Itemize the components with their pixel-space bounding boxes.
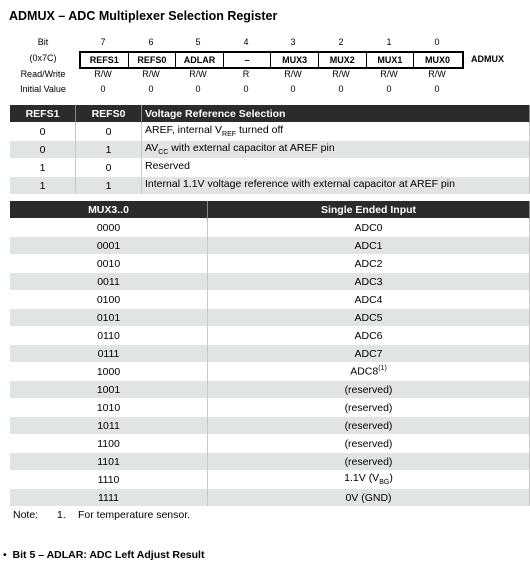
- table-row: [10, 123, 530, 141]
- addr-label: (0x7C): [29, 53, 57, 63]
- input-text: ADC2: [354, 257, 383, 270]
- initial-value: 0: [148, 84, 154, 94]
- mux-code-cell: 1101: [10, 453, 208, 471]
- input-text: ADC4: [354, 293, 383, 306]
- input-cell: [208, 489, 530, 507]
- table-row: [10, 363, 530, 381]
- table-row: [10, 309, 530, 327]
- voltage-reference-cell: [142, 141, 530, 159]
- refs0-cell: 1: [76, 177, 142, 195]
- page-title: ADMUX – ADC Multiplexer Selection Register: [9, 9, 278, 23]
- table-row: [10, 345, 530, 363]
- input-text: ADC5: [354, 311, 383, 324]
- refs0-cell: 1: [76, 141, 142, 159]
- desc-text: Reserved: [145, 160, 190, 173]
- header-single-ended-input: Single Ended Input: [208, 201, 530, 219]
- mux-code-cell: 0110: [10, 327, 208, 345]
- input-cell: [208, 381, 530, 399]
- refs1-cell: 1: [10, 159, 76, 177]
- rw-value: R/W: [94, 69, 112, 79]
- table-row: [10, 327, 530, 345]
- rw-value: R/W: [380, 69, 398, 79]
- table-row: [10, 381, 530, 399]
- register-field: REFS0: [129, 53, 177, 67]
- table-row: [10, 489, 530, 507]
- desc-text: Internal 1.1V voltage reference with external capacitor at AREF pin: [145, 178, 455, 191]
- mux-code-cell: 0111: [10, 345, 208, 363]
- mux-code-cell: 0000: [10, 219, 208, 237]
- input-cell: [208, 363, 530, 381]
- note-label: Note:: [13, 509, 39, 521]
- desc-subscript: CC: [158, 149, 169, 157]
- rw-value: R: [242, 69, 250, 79]
- desc-text: AREF, internal V: [145, 124, 223, 137]
- input-cell: [208, 291, 530, 309]
- input-text: (reserved): [344, 401, 393, 414]
- section-bullet: [3, 549, 204, 561]
- input-text: ADC8: [350, 365, 379, 378]
- mux-code-cell: 1011: [10, 417, 208, 435]
- table-row: [10, 291, 530, 309]
- mux-selection-table: [10, 201, 530, 506]
- input-cell: [208, 471, 530, 489]
- input-cell: [208, 345, 530, 363]
- register-fields-box: [79, 51, 464, 69]
- input-text: ADC6: [354, 329, 383, 342]
- mux-code-cell: 1100: [10, 435, 208, 453]
- rw-value: R/W: [142, 69, 160, 79]
- initial-value: 0: [290, 84, 296, 94]
- bit-number: 5: [195, 37, 201, 47]
- input-text: ADC1: [354, 239, 383, 252]
- input-text: (reserved): [344, 383, 393, 396]
- table-row: [10, 399, 530, 417]
- rw-value: R/W: [332, 69, 350, 79]
- bit-number: 1: [386, 37, 392, 47]
- bit-number: 2: [338, 37, 344, 47]
- header-mux: MUX3..0: [10, 201, 208, 219]
- input-text: (reserved): [344, 437, 393, 450]
- voltage-reference-table: [10, 105, 530, 194]
- input-text: ADC7: [354, 347, 383, 360]
- footnote: [13, 509, 190, 521]
- input-cell: [208, 255, 530, 273]
- header-refs0: REFS0: [76, 105, 142, 123]
- input-text-suffix: ): [389, 472, 393, 485]
- header-refs1: REFS1: [10, 105, 76, 123]
- register-field: MUX0: [424, 55, 450, 65]
- mux-code-cell: 1111: [10, 489, 208, 507]
- initial-value: 0: [100, 84, 106, 94]
- mux-code-cell: 0011: [10, 273, 208, 291]
- table-row: [10, 237, 530, 255]
- desc-subscript: REF: [222, 131, 237, 139]
- mux-code-cell: 0001: [10, 237, 208, 255]
- note-text: For temperature sensor.: [78, 509, 191, 521]
- header-voltage-reference: Voltage Reference Selection: [142, 105, 530, 123]
- input-cell: [208, 327, 530, 345]
- input-text: ADC0: [354, 221, 383, 234]
- input-text: (reserved): [344, 419, 393, 432]
- initial-value: 0: [243, 84, 249, 94]
- table-row: [10, 141, 530, 159]
- input-text: 0V (GND): [345, 491, 392, 504]
- table-row: [10, 453, 530, 471]
- bit-number: 4: [243, 37, 249, 47]
- input-cell: [208, 399, 530, 417]
- table-row: [10, 273, 530, 291]
- refs0-cell: 0: [76, 159, 142, 177]
- register-field: MUX2: [319, 53, 367, 67]
- rw-value: R/W: [428, 69, 446, 79]
- bullet-text: Bit 5 – ADLAR: ADC Left Adjust Result: [12, 549, 205, 561]
- initial-value: 0: [338, 84, 344, 94]
- table-row: [10, 471, 530, 489]
- register-name: ADMUX: [471, 54, 504, 64]
- bit-number: 0: [434, 37, 440, 47]
- input-subscript: BG: [379, 479, 390, 487]
- table-row: [10, 435, 530, 453]
- desc-text-suffix: with external capacitor at AREF pin: [168, 142, 335, 155]
- rw-value: R/W: [284, 69, 302, 79]
- note-number: 1.: [57, 509, 66, 521]
- init-label: Initial Value: [20, 84, 66, 94]
- initial-value: 0: [386, 84, 392, 94]
- rw-value: R/W: [189, 69, 207, 79]
- initial-value: 0: [195, 84, 201, 94]
- input-cell: [208, 237, 530, 255]
- voltage-reference-cell: [142, 159, 530, 177]
- input-text: ADC3: [354, 275, 383, 288]
- refs1-cell: 0: [10, 123, 76, 141]
- rw-label: Read/Write: [20, 69, 66, 79]
- initial-value: 0: [434, 84, 440, 94]
- voltage-reference-cell: [142, 177, 530, 195]
- input-cell: [208, 417, 530, 435]
- table-row: [10, 417, 530, 435]
- input-cell: [208, 273, 530, 291]
- input-cell: [208, 453, 530, 471]
- voltage-reference-cell: [142, 123, 530, 141]
- bit-number: 3: [290, 37, 296, 47]
- input-text: (reserved): [344, 455, 393, 468]
- table-row: [10, 177, 530, 195]
- bit-number: 6: [148, 37, 154, 47]
- bullet-symbol: •: [3, 549, 7, 561]
- mux-code-cell: 1110: [10, 471, 208, 489]
- mux-code-cell: 0010: [10, 255, 208, 273]
- mux-code-cell: 0101: [10, 309, 208, 327]
- mux-code-cell: 0100: [10, 291, 208, 309]
- register-field: REFS1: [81, 53, 129, 67]
- refs1-cell: 0: [10, 141, 76, 159]
- table-row: [10, 255, 530, 273]
- table-row: [10, 159, 530, 177]
- refs0-cell: 0: [76, 123, 142, 141]
- desc-text: AV: [145, 142, 159, 155]
- register-field: MUX1: [367, 53, 415, 67]
- footnote-marker: (1): [378, 365, 387, 373]
- mux-code-cell: 1000: [10, 363, 208, 381]
- bit-label: Bit: [37, 37, 49, 47]
- register-field: MUX3: [271, 53, 319, 67]
- refs1-cell: 1: [10, 177, 76, 195]
- mux-code-cell: 1001: [10, 381, 208, 399]
- desc-text-suffix: turned off: [236, 124, 284, 137]
- register-field: ADLAR: [176, 53, 224, 67]
- table-row: [10, 219, 530, 237]
- mux-code-cell: 1010: [10, 399, 208, 417]
- register-field: –: [224, 53, 272, 67]
- bit-number: 7: [100, 37, 106, 47]
- input-text: 1.1V (V: [344, 472, 380, 485]
- input-cell: [208, 219, 530, 237]
- input-cell: [208, 309, 530, 327]
- input-cell: [208, 435, 530, 453]
